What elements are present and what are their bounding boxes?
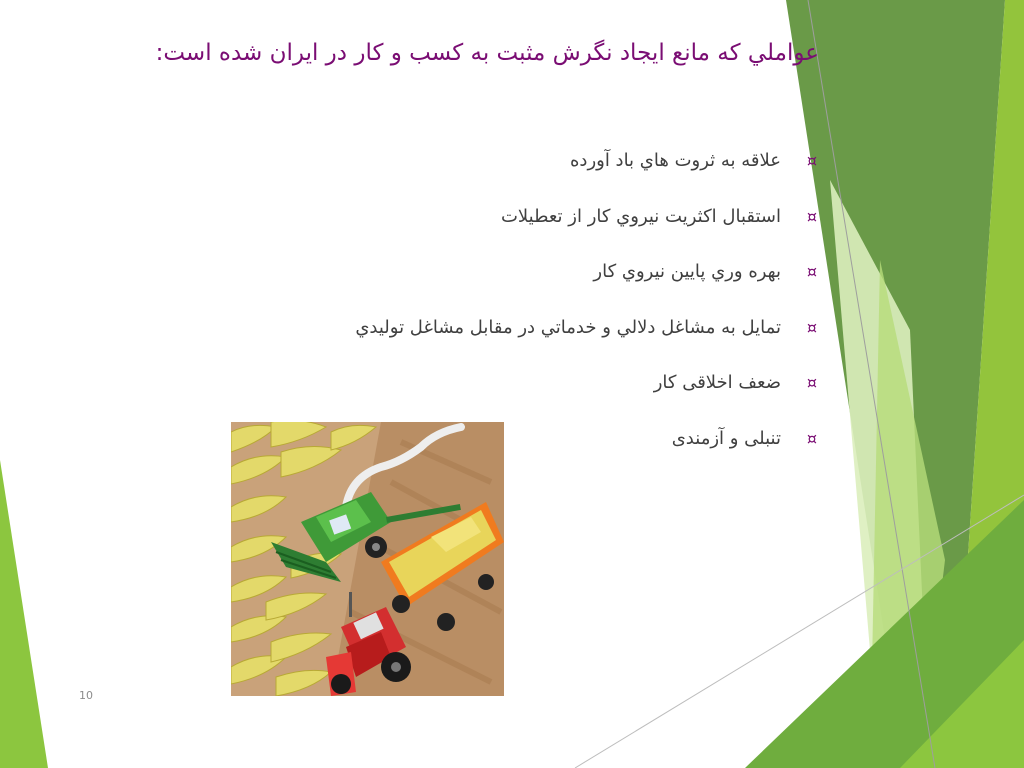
- bullet-text: تمايل به مشاغل دلالي و خدماتي در مقابل مشاغل توليدي: [355, 316, 781, 338]
- list-item: [59, 196, 819, 252]
- bullet-text: ضعف اخلاقی کار: [653, 372, 781, 393]
- bullet-marker-icon: ¤: [806, 206, 818, 226]
- bullet-text: استقبال اكثريت نيروي كار از تعطيلات: [500, 205, 781, 227]
- farm-harvester-clipart: [231, 422, 504, 696]
- bullet-text: تنبلی و آزمندی: [671, 427, 781, 449]
- green-facet-left: [0, 460, 48, 768]
- list-item: [59, 140, 819, 196]
- bullet-marker-icon: ¤: [806, 373, 818, 392]
- list-item: [59, 307, 819, 363]
- page-number: 10: [79, 689, 93, 702]
- list-item: [59, 251, 819, 307]
- bullet-marker-icon: ¤: [806, 317, 818, 337]
- slide-title: عواملي كه مانع ايجاد نگرش مثبت به كسب و كار در ايران شده است:: [155, 40, 819, 66]
- list-item: [59, 362, 819, 418]
- bullet-marker-icon: ¤: [806, 262, 818, 281]
- bullet-marker-icon: ¤: [806, 428, 818, 448]
- bullet-marker-icon: ¤: [806, 151, 818, 170]
- bullet-text: علاقه به ثروت هاي باد آورده: [570, 150, 781, 171]
- bullet-text: بهره وري پايين نيروي كار: [593, 261, 781, 282]
